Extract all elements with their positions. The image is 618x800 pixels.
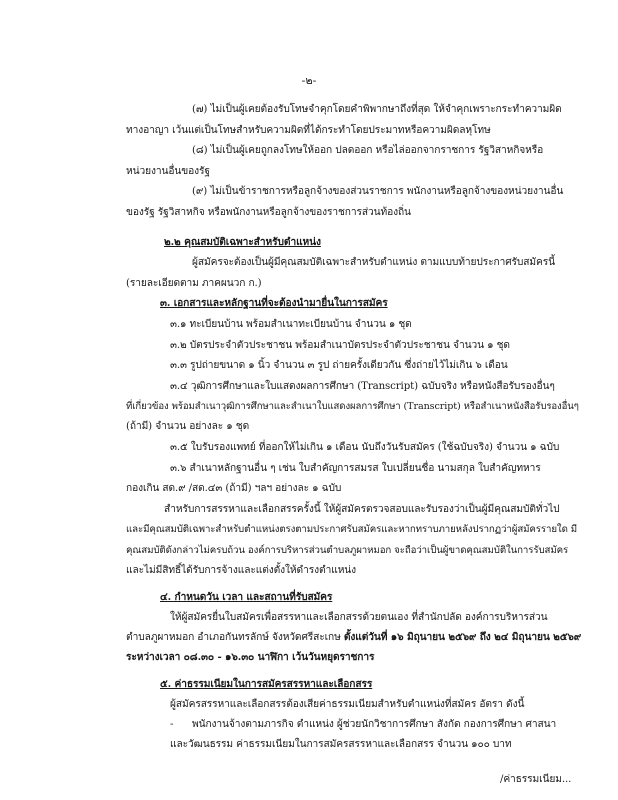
text-line: ๓.๒ บัตรประจำตัวประชาชน พร้อมสำเนาบัตรประจำตัวประชาชน จำนวน ๑ ชุด (170, 340, 510, 351)
section-heading: ๒.๒ คุณสมบัติเฉพาะสำหรับตำแหน่ง (164, 236, 321, 248)
text-line: ของรัฐ รัฐวิสาหกิจ หรือพนักงานหรือลูกจ้างของราชการส่วนท้องถิ่น (126, 207, 411, 218)
text-line: ทางอาญา เว้นแต่เป็นโทษสำหรับความผิดที่ได้กระทำโดยประมาทหรือความผิดลหุโทษ (126, 125, 491, 136)
time-range: ระหว่างเวลา ๐๘.๓๐ - ๑๖.๓๐ นาฬิกา เว้นวันหยุดราชการ (126, 651, 375, 663)
text-line: ๓.๖ สำเนาหลักฐานอื่น ๆ เช่น ใบสำคัญการสมรส ใบเปลี่ยนชื่อ นามสกุล ใบสำคัญทหาร (170, 463, 541, 474)
text-line: พนักงานจ้างตามภารกิจ ตำแหน่ง ผู้ช่วยนักวิชาการศึกษา สังกัด กองการศึกษา ศาสนา (192, 719, 557, 730)
text-line: และไม่มีสิทธิ์ได้รับการจ้างและแต่งตั้งให้ดำรงตำแหน่ง (126, 565, 357, 576)
text-line: (๗) ไม่เป็นผู้เคยต้องรับโทษจำคุกโดยคำพิพากษาถึงที่สุด ให้จำคุกเพราะกระทำความผิด (192, 104, 562, 115)
section-heading: ๔. กำหนดวัน เวลา และสถานที่รับสมัคร (160, 591, 333, 603)
text-line: (๙) ไม่เป็นข้าราชการหรือลูกจ้างของส่วนราชการ พนักงานหรือลูกจ้างของหน่วยงานอื่น (192, 186, 564, 197)
text-line: ผู้สมัครจะต้องเป็นผู้มีคุณสมบัติเฉพาะสำหรับตำแหน่ง ตามแบบท้ายประกาศรับสมัครนี้ (192, 257, 555, 268)
text-line: ๓.๓ รูปถ่ายขนาด ๑ นิ้ว จำนวน ๓ รูป ถ่ายครั้งเดียวกัน ซึ่งถ่ายไว้ไม่เกิน ๖ เดือน (170, 360, 508, 371)
text-line: กองเกิน สด.๙ /สด.๔๓ (ถ้ามี) ฯลฯ อย่างละ ๑ ฉบับ (126, 483, 342, 494)
next-page-marker: /ค่าธรรมเนียม... (500, 774, 572, 785)
text-line: ๓.๕ ใบรับรองแพทย์ ที่ออกให้ไม่เกิน ๑ เดือน นับถึงวันรับสมัคร (ใช้ฉบับจริง) จำนวน ๑ ฉบับ (170, 442, 560, 453)
text-line (126, 631, 581, 644)
text-line: (ถ้ามี) จำนวน อย่างละ ๑ ชุด (126, 421, 250, 432)
page-number: -๒- (301, 74, 317, 87)
text-line: (๘) ไม่เป็นผู้เคยถูกลงโทษให้ออก ปลดออก หรือไล่ออกจากราชการ รัฐวิสาหกิจหรือ (192, 145, 544, 156)
section-heading: ๕. ค่าธรรมเนียมในการสมัครสรรหาและเลือกสรร (160, 678, 373, 690)
text-segment: ตำบลภูผาหมอก อำเภอกันทรลักษ์ จังหวัดศรีสะเกษ (126, 632, 341, 643)
text-line: (รายละเอียดตาม ภาคผนวก ก.) (126, 278, 262, 289)
text-line: สำหรับการสรรหาและเลือกสรรครั้งนี้ ให้ผู้สมัครตรวจสอบและรับรองว่าเป็นผู้มีคุณสมบัติทั่วไป (164, 504, 560, 515)
date-range: ตั้งแต่วันที่ ๑๖ มิถุนายน ๒๕๖๙ ถึง ๒๔ มิถุนายน ๒๕๖๙ (343, 631, 582, 643)
text-line: หน่วยงานอื่นของรัฐ (126, 166, 210, 177)
text-line: ที่เกี่ยวข้อง พร้อมสำเนาวุฒิการศึกษาและสำเนาใบแสดงผลการศึกษา (Transcript) หรือสำเนาหนังสือรับรองอื่นๆ (126, 401, 579, 412)
text-line: และมีคุณสมบัติเฉพาะสำหรับตำแหน่งตรงตามประกาศรับสมัครและหากทราบภายหลังปรากฏว่าผู้สมัครรายใด มี (126, 524, 578, 535)
text-line: ให้ผู้สมัครยื่นใบสมัครเพื่อสรรหาและเลือกสรรด้วยตนเอง ที่สำนักปลัด องค์การบริหารส่วน (170, 612, 548, 623)
text-line: ๓.๑ ทะเบียนบ้าน พร้อมสำเนาทะเบียนบ้าน จำนวน ๑ ชุด (170, 319, 412, 330)
text-line: ๓.๔ วุฒิการศึกษาและใบแสดงผลการศึกษา (Transcript) ฉบับจริง หรือหนังสือรับรองอื่นๆ (170, 381, 555, 392)
text-line: ผู้สมัครสรรหาและเลือกสรรต้องเสียค่าธรรมเนียมสำหรับตำแหน่งที่สมัคร อัตรา ดังนี้ (170, 699, 525, 710)
bullet-dash: - (170, 719, 174, 730)
section-heading: ๓. เอกสารและหลักฐานที่จะต้องนำมายื่นในการสมัคร (160, 297, 388, 309)
text-line: และวัฒนธรรม ค่าธรรมเนียมในการสมัครสรรหาและเลือกสรร จำนวน ๑๐๐ บาท (170, 739, 512, 750)
text-line: คุณสมบัติดังกล่าวไม่ครบถ้วน องค์การบริหารส่วนตำบลภูผาหมอก จะถือว่าเป็นผู้ขาดคุณสมบัติในการรับสมัคร (126, 545, 569, 556)
